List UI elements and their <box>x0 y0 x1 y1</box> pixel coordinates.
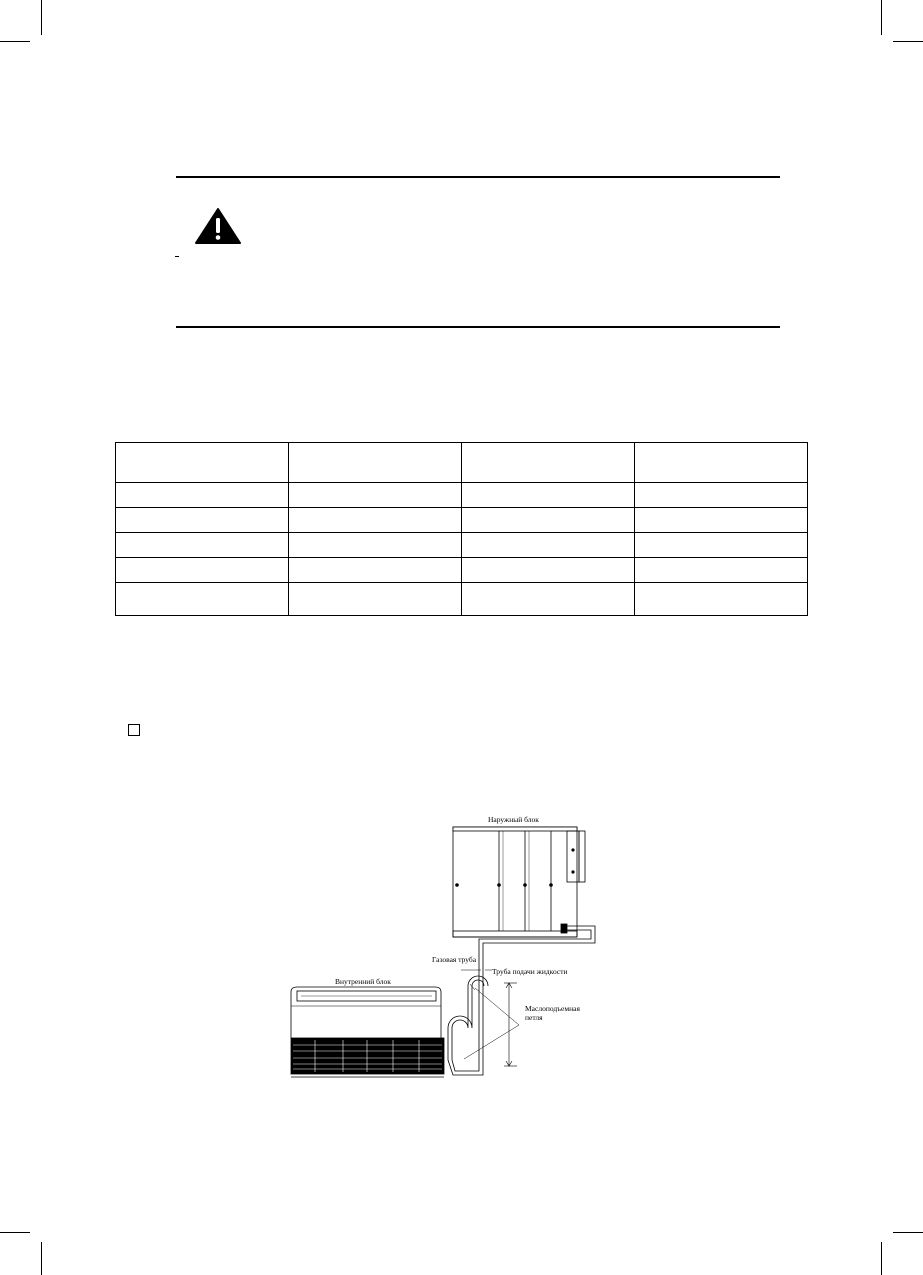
table-cell <box>462 583 635 616</box>
leader-lines <box>461 970 519 1059</box>
table-row <box>116 483 808 508</box>
warning-marker <box>175 256 179 257</box>
indoor-unit-label: Внутренний блок <box>335 977 391 986</box>
table-cell <box>635 558 808 583</box>
dimension-line <box>504 983 517 1066</box>
oil-loop-label-2: петля <box>525 1013 543 1022</box>
table-cell <box>289 533 462 558</box>
gas-pipe-label: Газовая труба <box>432 955 477 964</box>
checkbox <box>128 724 140 736</box>
spec-table <box>115 442 808 616</box>
table-cell <box>289 583 462 616</box>
crop-mark <box>41 1242 42 1275</box>
table-cell <box>462 508 635 533</box>
table-cell <box>289 483 462 508</box>
warning-bottom-rule <box>176 326 780 328</box>
outdoor-unit-label: Наружный блок <box>488 815 539 824</box>
oil-loop-label: Маслоподъемная <box>525 1004 580 1013</box>
crop-mark <box>41 0 42 35</box>
indoor-unit <box>291 987 444 1077</box>
table-cell <box>289 443 462 483</box>
crop-mark <box>893 41 923 42</box>
table-cell <box>635 583 808 616</box>
crop-mark <box>881 1242 882 1275</box>
outdoor-unit <box>453 827 585 937</box>
table-cell <box>289 558 462 583</box>
table-row <box>116 583 808 616</box>
refrigerant-pipes <box>448 926 595 1075</box>
installation-diagram <box>285 810 605 1080</box>
crop-mark <box>881 0 882 35</box>
table-row <box>116 443 808 483</box>
crop-mark <box>0 41 30 42</box>
table-cell <box>462 558 635 583</box>
table-cell <box>116 443 289 483</box>
table-row <box>116 508 808 533</box>
table-row <box>116 533 808 558</box>
table-cell <box>635 533 808 558</box>
table-cell <box>635 483 808 508</box>
crop-mark <box>893 1232 923 1233</box>
table-cell <box>116 508 289 533</box>
table-cell <box>289 508 462 533</box>
table-cell <box>116 533 289 558</box>
table-cell <box>116 483 289 508</box>
table-cell <box>116 558 289 583</box>
table-cell <box>462 533 635 558</box>
table-row <box>116 558 808 583</box>
table-cell <box>635 508 808 533</box>
table-cell <box>635 443 808 483</box>
warning-top-rule <box>176 176 780 178</box>
crop-mark <box>0 1232 30 1233</box>
table-cell <box>462 483 635 508</box>
table-cell <box>116 583 289 616</box>
table-cell <box>462 443 635 483</box>
warning-triangle-icon <box>194 207 242 245</box>
liquid-pipe-label: Труба подачи жидкости <box>492 967 568 976</box>
